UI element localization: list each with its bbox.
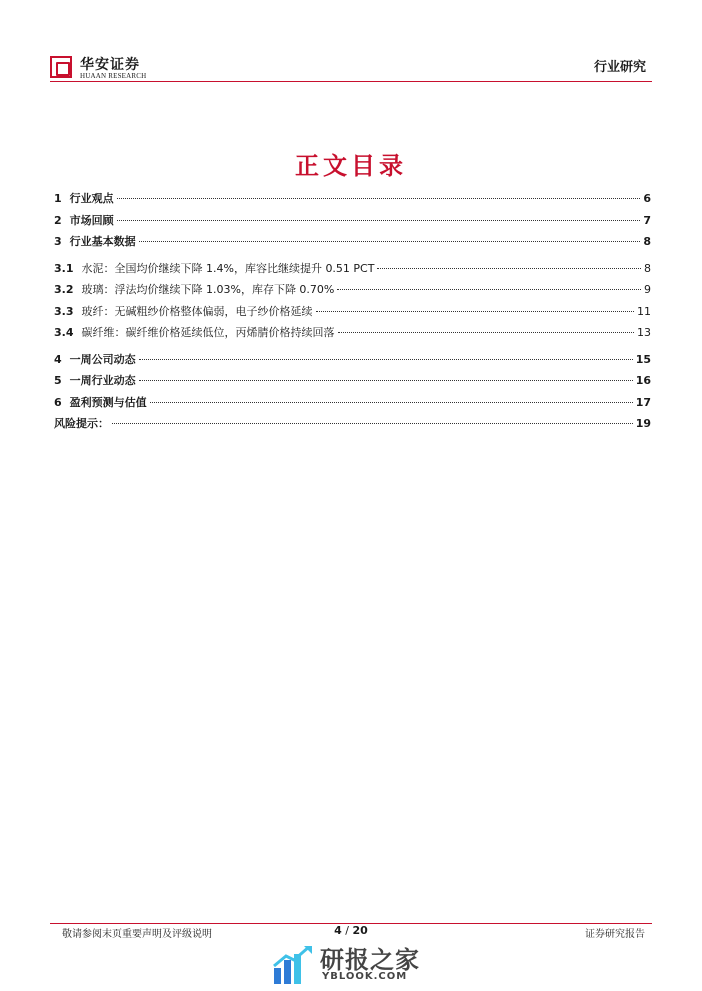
toc-entry-number: 3 [54,235,62,248]
toc-entry[interactable] [54,372,651,394]
toc-entry-page: 9 [644,283,651,296]
report-category: 行业研究 [593,60,646,75]
toc-title: 正文目录 [295,151,407,180]
toc-entry[interactable] [54,351,651,373]
toc-dot-leader [337,289,641,290]
watermark-text-en: YBLOOK.COM [322,971,408,982]
toc-entry-page: 17 [635,395,651,409]
page-separator: / [341,924,353,937]
toc-entry-page: 8 [643,235,651,248]
toc-entry-number: 2 [54,213,62,227]
toc-entry[interactable] [54,394,651,416]
page-current: 4 [334,924,342,937]
watermark [272,940,432,986]
toc-entry-page: 16 [635,374,651,387]
footer-report-type: 证券研究报告 [585,929,645,940]
toc-dot-leader [139,241,641,242]
toc-dot-leader [117,220,641,221]
toc-entry-page: 7 [643,213,651,227]
toc-entry-page: 11 [637,304,651,318]
toc-entry-page: 15 [635,352,651,366]
toc-entry-number: 5 [54,374,62,387]
toc-entry-page: 8 [644,261,651,275]
toc-dot-leader [112,423,633,424]
toc-entry-number: 3.2 [54,283,74,296]
toc-entry-number: 3.4 [54,326,74,339]
toc-entry[interactable] [54,233,651,255]
toc-entry[interactable] [54,281,651,303]
toc-entry-title: 一周行业动态 [69,374,136,387]
toc-entry-number: 6 [54,395,62,409]
toc-entry-title: 玻璃：浮法均价继续下降 1.03%，库存下降 0.70% [81,283,335,296]
toc-entry-page: 19 [635,417,651,430]
toc-entry-title: 盈利预测与估值 [69,395,147,409]
toc-entry-number: 3.3 [54,304,74,318]
logo-text-en: HUAAN RESEARCH [80,72,147,80]
toc-dot-leader [377,268,641,269]
seal-icon [50,56,72,78]
table-of-contents [54,190,651,437]
toc-entry[interactable] [54,324,651,346]
toc-entry[interactable] [54,212,651,234]
toc-entry-title: 风险提示： [54,417,109,430]
toc-entry[interactable] [54,415,651,437]
toc-entry-title: 行业基本数据 [69,235,136,248]
toc-dot-leader [150,402,633,403]
footer-disclaimer: 敬请参阅末页重要声明及评级说明 [62,929,212,940]
toc-dot-leader [139,380,633,381]
watermark-text-cn: 研报之家 [320,946,420,974]
toc-entry-title: 碳纤维：碳纤维价格延续低位，丙烯腈价格持续回落 [81,326,335,339]
toc-entry-title: 市场回顾 [69,213,114,227]
bar-chart-logo-icon [272,946,314,984]
toc-entry-number: 1 [54,192,62,205]
toc-dot-leader [316,311,635,312]
toc-dot-leader [139,359,633,360]
logo-text-cn: 华安证券 [80,57,140,73]
toc-dot-leader [117,198,641,199]
toc-entry-title: 水泥：全国均价继续下降 1.4%，库容比继续提升 0.51 PCT [81,261,375,275]
toc-entry-page: 13 [637,326,651,339]
header-divider [50,81,652,82]
toc-dot-leader [338,332,635,333]
toc-entry-page: 6 [643,192,651,205]
toc-entry-title: 行业观点 [69,192,114,205]
toc-entry-title: 一周公司动态 [69,352,136,366]
company-logo [50,54,160,84]
page-total: 20 [352,924,368,937]
toc-entry-number: 4 [54,352,62,366]
toc-entry[interactable] [54,303,651,325]
toc-entry[interactable] [54,260,651,282]
toc-entry-title: 玻纤：无碱粗纱价格整体偏弱，电子纱价格延续 [81,304,313,318]
toc-entry-number: 3.1 [54,261,74,275]
toc-entry[interactable] [54,190,651,212]
